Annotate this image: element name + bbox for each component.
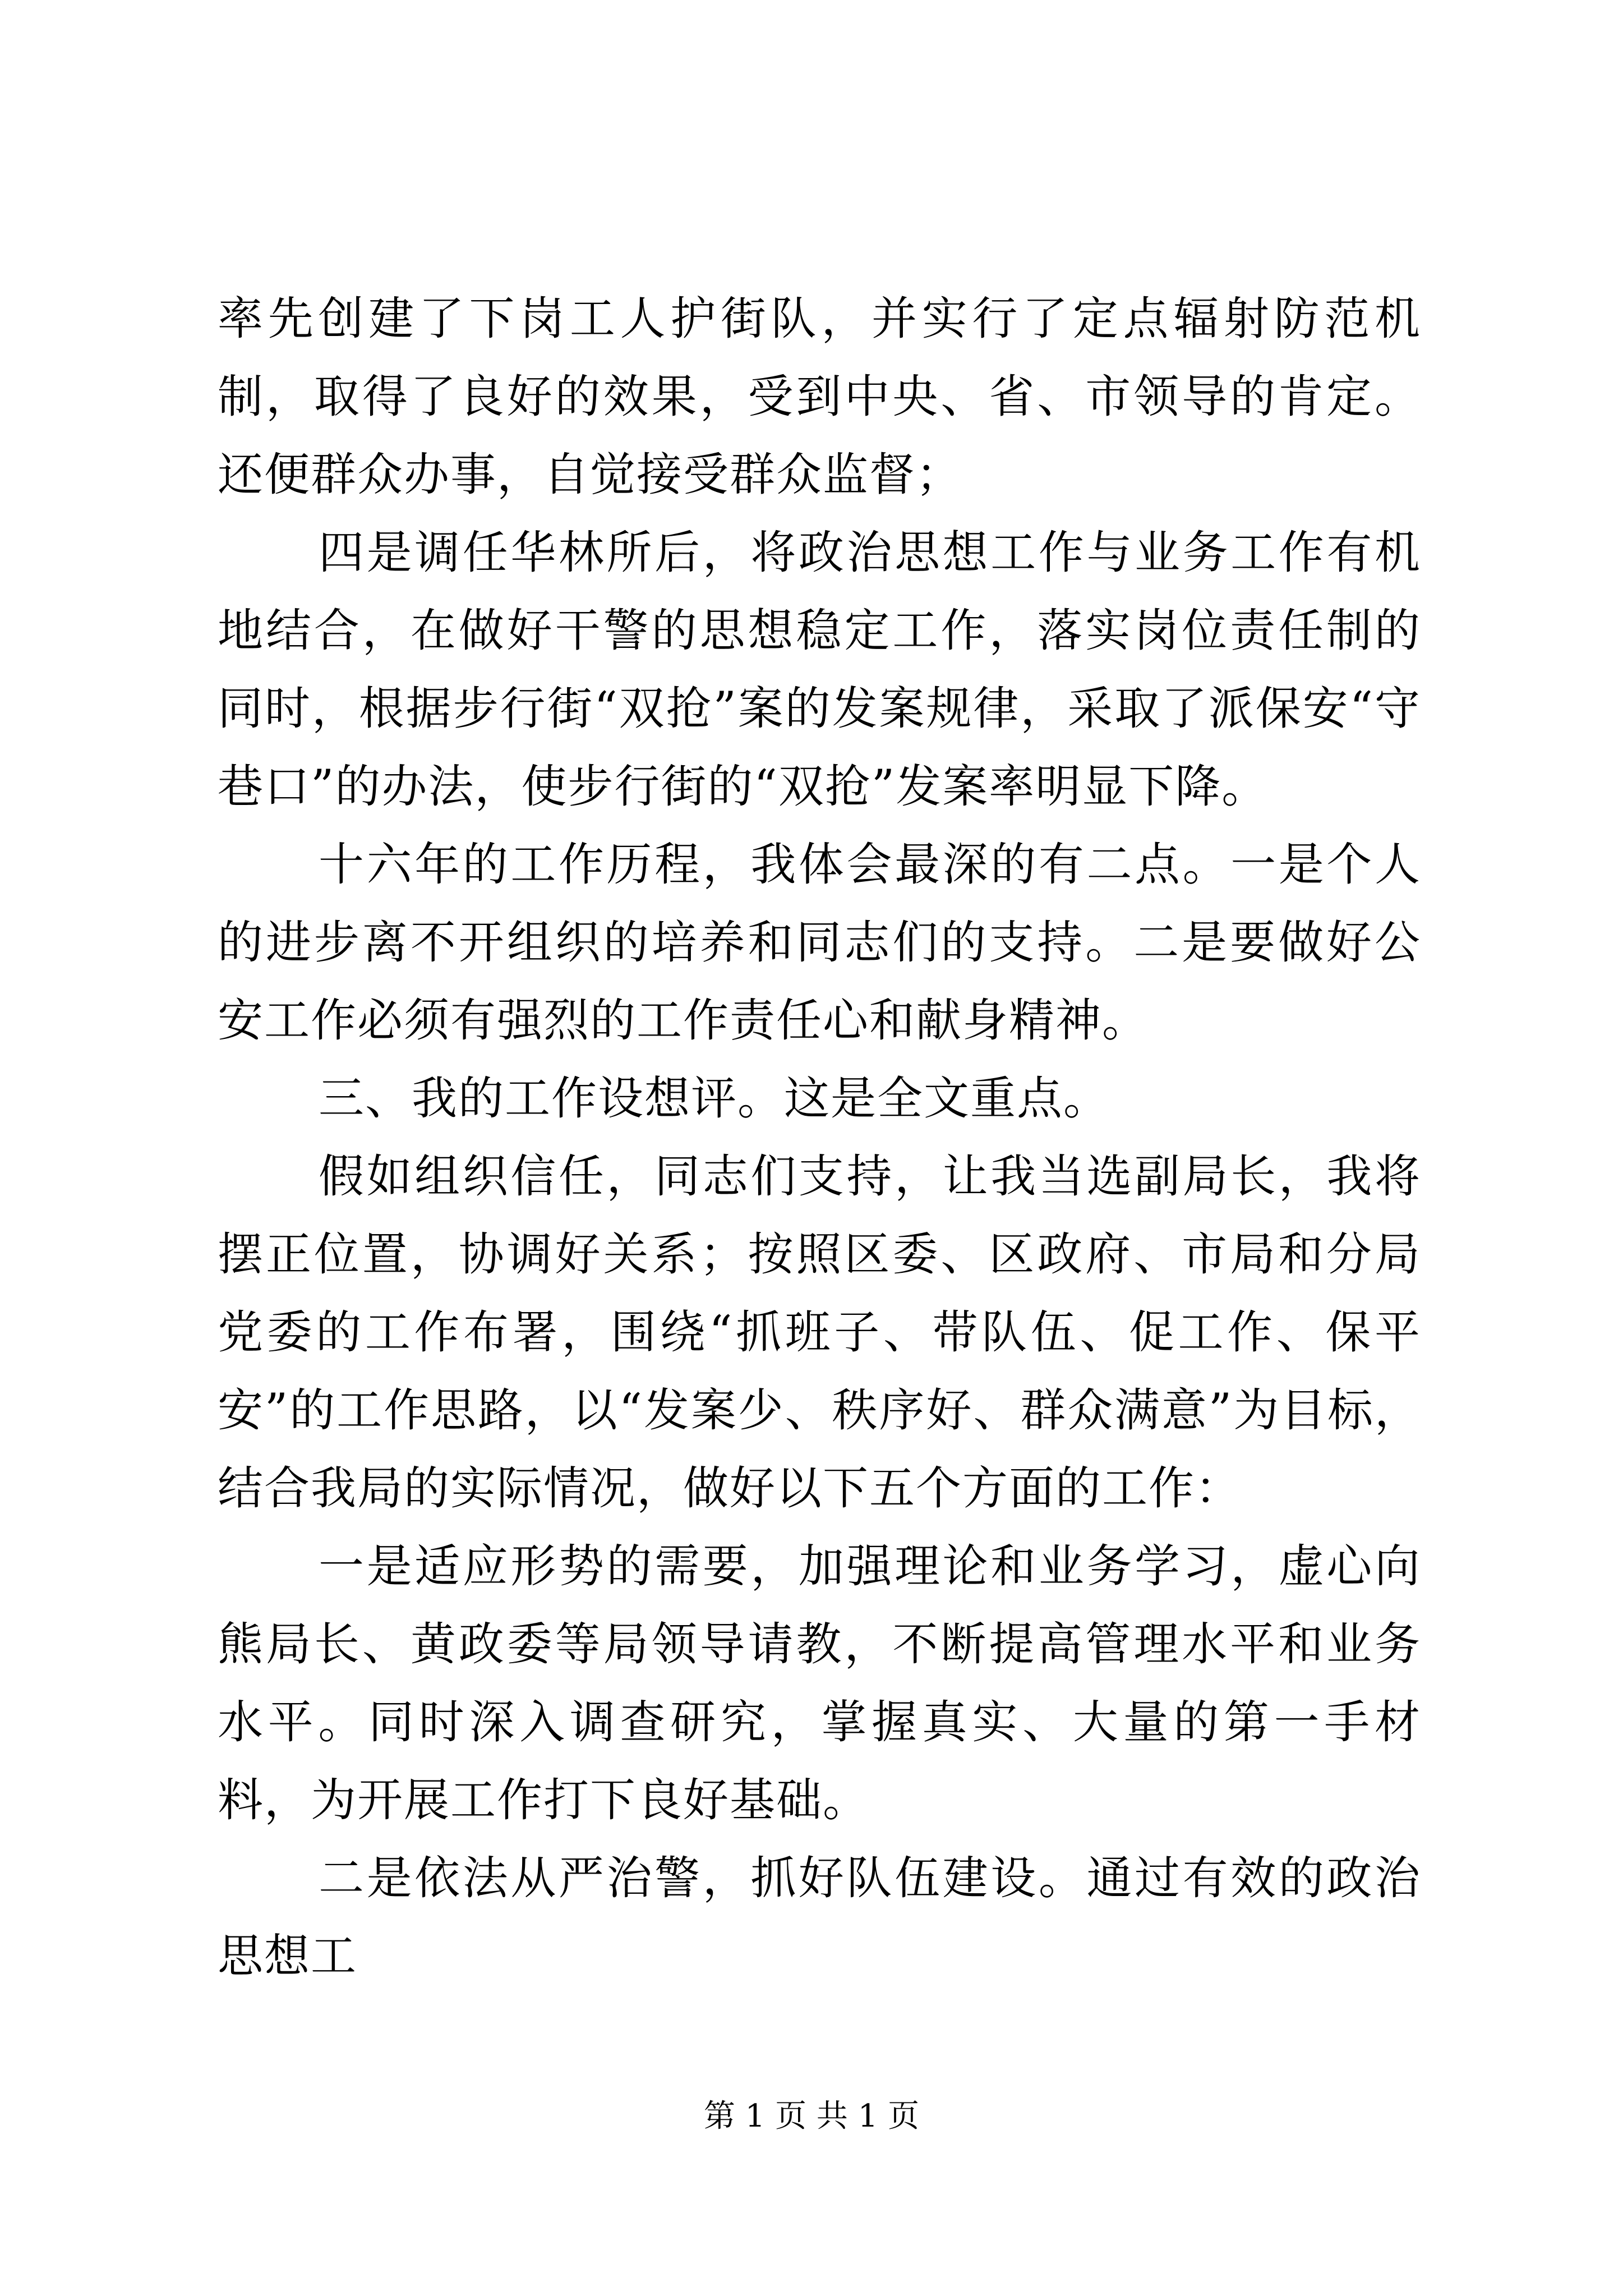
paragraph-2: 四是调任华林所后，将政治思想工作与业务工作有机地结合，在做好干警的思想稳定工作，落实岗位责任制的同时，根据步行街“双抢”案的发案规律，采取了派保安“守巷口”的办法，使步行街的“双抢”发案率明显下降。 xyxy=(218,527,1421,813)
paragraph-7: 二是依法从严治警，抓好队伍建设。通过有效的政治思想工 xyxy=(218,1852,1421,1983)
paragraph-5: 假如组织信任，同志们支持，让我当选副局长，我将摆正位置，协调好关系；按照区委、区政府、市局和分局党委的工作布署，围绕“抓班子、带队伍、促工作、保平安”的工作思路，以“发案少、秩序好、群众满意”为目标，结合我局的实际情况，做好以下五个方面的工作： xyxy=(218,1151,1421,1515)
paragraph-6: 一是适应形势的需要，加强理论和业务学习，虚心向熊局长、黄政委等局领导请教，不断提高管理水平和业务水平。同时深入调查研究，掌握真实、大量的第一手材料，为开展工作打下良好基础。 xyxy=(218,1540,1421,1827)
page-footer: 第 1 页 共 1 页 xyxy=(703,2098,920,2134)
paragraph-4: 三、我的工作设想评。这是全文重点。 xyxy=(319,1073,1110,1125)
paragraph-1: 率先创建了下岗工人护街队，并实行了定点辐射防范机制，取得了良好的效果，受到中央、省、市领导的肯定。还便群众办事，自觉接受群众监督； xyxy=(218,293,1421,501)
document-body xyxy=(218,280,1421,1996)
paragraph-3: 十六年的工作历程，我体会最深的有二点。一是个人的进步离不开组织的培养和同志们的支持。二是要做好公安工作必须有强烈的工作责任心和献身精神。 xyxy=(218,839,1421,1047)
